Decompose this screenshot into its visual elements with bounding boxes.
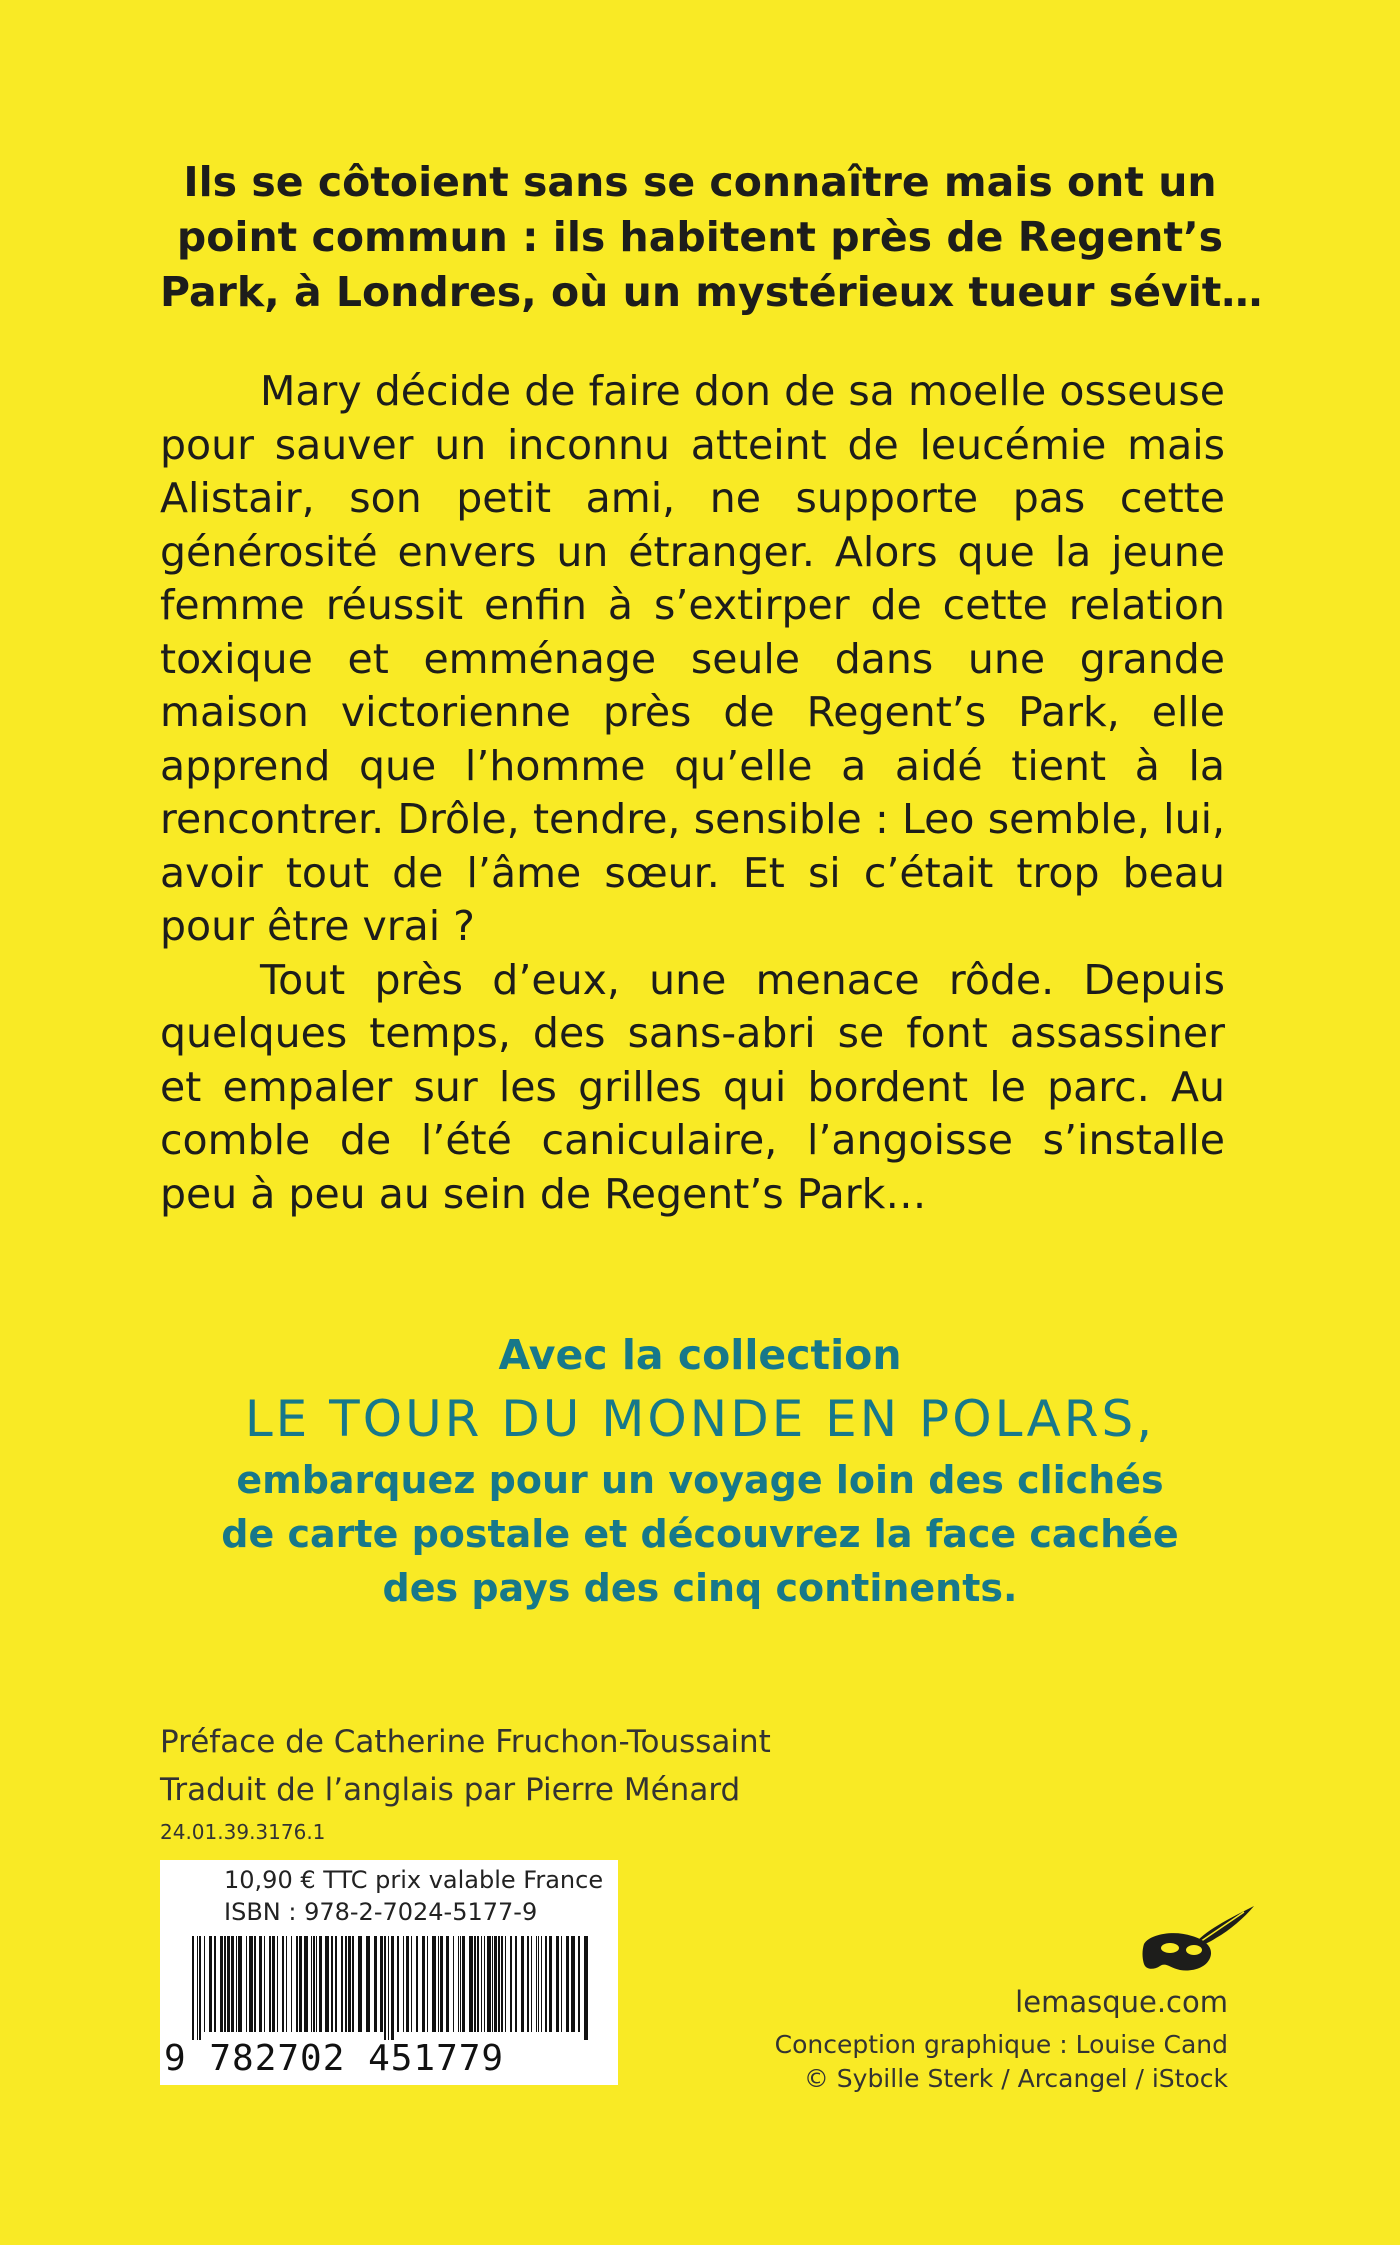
barcode-icon [190, 1936, 590, 2040]
barcode-bar [380, 1936, 383, 2032]
barcode-bar [521, 1936, 524, 2032]
barcode-bar [236, 1936, 237, 2032]
barcode-bar [545, 1936, 547, 2032]
publisher-website: lemasque.com [1015, 1985, 1228, 2019]
barcode-bar [209, 1936, 212, 2032]
barcode-bar [348, 1936, 351, 2032]
barcode-bar [384, 1936, 386, 2040]
barcode-bar [515, 1936, 517, 2032]
barcode-bar [487, 1936, 491, 2032]
collection-promo [120, 1325, 1280, 1615]
barcode-bar [531, 1936, 532, 2032]
barcode-bar [220, 1936, 223, 2032]
barcode-bar [341, 1936, 343, 2032]
photo-credit: © Sybille Sterk / Arcangel / iStock [803, 2064, 1228, 2093]
preface-credit: Préface de Catherine Fruchon-Toussaint [160, 1724, 771, 1760]
barcode-bar [254, 1936, 256, 2032]
mask-quill-logo-icon [1140, 1900, 1260, 1980]
reference-code: 24.01.39.3176.1 [160, 1820, 326, 1844]
barcode-bar [561, 1936, 562, 2032]
barcode-bar [316, 1936, 317, 2032]
barcode-bar [388, 1936, 389, 2040]
barcode-bar [584, 1936, 588, 2040]
barcode-bar [374, 1936, 377, 2032]
collection-lead: Avec la collection [498, 1331, 902, 1379]
barcode-bar [304, 1936, 308, 2032]
barcode-bar [549, 1936, 552, 2032]
barcode-bar [204, 1936, 205, 2032]
barcode-bar [469, 1936, 473, 2032]
barcode-bar [481, 1936, 482, 2032]
barcode-bar [453, 1936, 454, 2032]
barcode-bar [556, 1936, 559, 2032]
barcode-bar [238, 1936, 242, 2032]
translation-credit: Traduit de l’anglais par Pierre Ménard [160, 1772, 741, 1808]
barcode-bar [416, 1936, 418, 2032]
barcode-bar [505, 1936, 506, 2032]
barcode-bar [501, 1936, 503, 2032]
barcode-bar [541, 1936, 542, 2032]
barcode-bar [484, 1936, 485, 2032]
barcode-bar [231, 1936, 234, 2032]
barcode-bar [440, 1936, 443, 2032]
barcode-bar [311, 1936, 312, 2032]
barcode-bar [391, 1936, 394, 2040]
barcode-bar [536, 1936, 537, 2032]
collection-rest-1: embarquez pour un voyage loin des clichés [236, 1458, 1164, 1502]
isbn-text: ISBN : 978-2-7024-5177-9 [224, 1898, 538, 1926]
barcode-bar [510, 1936, 512, 2032]
barcode-bar [397, 1936, 399, 2032]
tagline-line-1: Ils se côtoient sans se connaître mais ont un [183, 158, 1217, 206]
barcode-bar [438, 1936, 439, 2032]
barcode-bar [571, 1936, 575, 2032]
barcode-bar [269, 1936, 271, 2032]
barcode-bar [197, 1936, 198, 2040]
barcode-bar [460, 1936, 461, 2032]
barcode-bar [272, 1936, 275, 2032]
collection-name: LE TOUR DU MONDE EN POLARS, [244, 1390, 1156, 1448]
barcode-bar [299, 1936, 302, 2032]
collection-rest-2: de carte postale et découvrez la face cachée [221, 1512, 1179, 1556]
barcode-bar [286, 1936, 287, 2032]
barcode-bar [296, 1936, 298, 2032]
barcode-bar [492, 1936, 493, 2032]
barcode-bar [427, 1936, 428, 2032]
collection-rest-3: des pays des cinq continents. [382, 1566, 1018, 1610]
barcode-label [160, 1860, 618, 2085]
barcode-bar [352, 1936, 354, 2032]
barcode-bar [227, 1936, 230, 2032]
cover-credits [775, 2028, 1228, 2096]
barcode-bar [446, 1936, 449, 2032]
barcode-bar [249, 1936, 253, 2032]
barcode-bar [199, 1936, 201, 2040]
barcode-bar [192, 1936, 194, 2040]
barcode-bar [246, 1936, 247, 2032]
barcode-bar [538, 1936, 539, 2032]
barcode-bar [422, 1936, 425, 2032]
book-credits [160, 1718, 771, 1814]
tagline [160, 155, 1263, 320]
tagline-line-3: Park, à Londres, où un mystérieux tueur sévit… [160, 268, 1263, 316]
barcode-digits: 9 782702 451779 [164, 2038, 505, 2079]
barcode-bar [432, 1936, 436, 2032]
barcode-bar [411, 1936, 412, 2032]
barcode-bar [277, 1936, 278, 2032]
barcode-bar [477, 1936, 479, 2032]
blurb-paragraph-2: Tout près d’eux, une menace rôde. Depuis quelques temps, des sans-abri se font assassiner et empaler sur les grilles qui bordent le parc. Au comble de l’été caniculaire, l’angoisse s’installe peu à peu au sein de Regent’s Park… [160, 955, 1225, 1218]
barcode-bar [494, 1936, 497, 2032]
price-text: 10,90 € TTC prix valable France [224, 1866, 604, 1894]
barcode-bar [566, 1936, 569, 2032]
barcode-bar [319, 1936, 322, 2032]
barcode-bar [291, 1936, 292, 2032]
barcode-bar [406, 1936, 409, 2032]
barcode-bar [458, 1936, 459, 2032]
barcode-bar [345, 1936, 347, 2032]
barcode-bar [282, 1936, 284, 2032]
barcode-bar [358, 1936, 362, 2032]
barcode-bar [313, 1936, 315, 2032]
barcode-bar [462, 1936, 465, 2032]
barcode-bar [366, 1936, 370, 2032]
barcode-bar [259, 1936, 262, 2032]
barcode-bar [325, 1936, 329, 2032]
blurb-paragraph-1: Mary décide de faire don de sa moelle osseuse pour sauver un inconnu atteint de leucémie mais Alistair, son petit ami, ne supporte pas cette générosité envers un étranger. Alors que la jeune femme réussit enfin à s’extirper de cette relation toxique et emménage seule dans une grande maison victorienne près de Regent’s Park, elle apprend que l’homme qu’elle a aidé tient à la rencontrer. Drôle, tendre, sensible : Leo semble, lui, avoir tout de l’âme sœur. Et si c’était trop beau pour être vrai ? [160, 367, 1225, 950]
design-credit: Conception graphique : Louise Cand [774, 2030, 1228, 2059]
barcode-bar [474, 1936, 476, 2032]
barcode-bar [527, 1936, 529, 2032]
barcode-bar [331, 1936, 333, 2032]
blurb [160, 365, 1225, 1221]
barcode-bar [498, 1936, 500, 2032]
barcode-bar [264, 1936, 265, 2032]
tagline-line-2: point commun : ils habitent près de Regent’s [176, 213, 1224, 261]
barcode-bar [578, 1936, 580, 2032]
barcode-bar [224, 1936, 226, 2032]
barcode-bar [403, 1936, 404, 2032]
barcode-bar [335, 1936, 337, 2032]
barcode-bar [214, 1936, 216, 2032]
